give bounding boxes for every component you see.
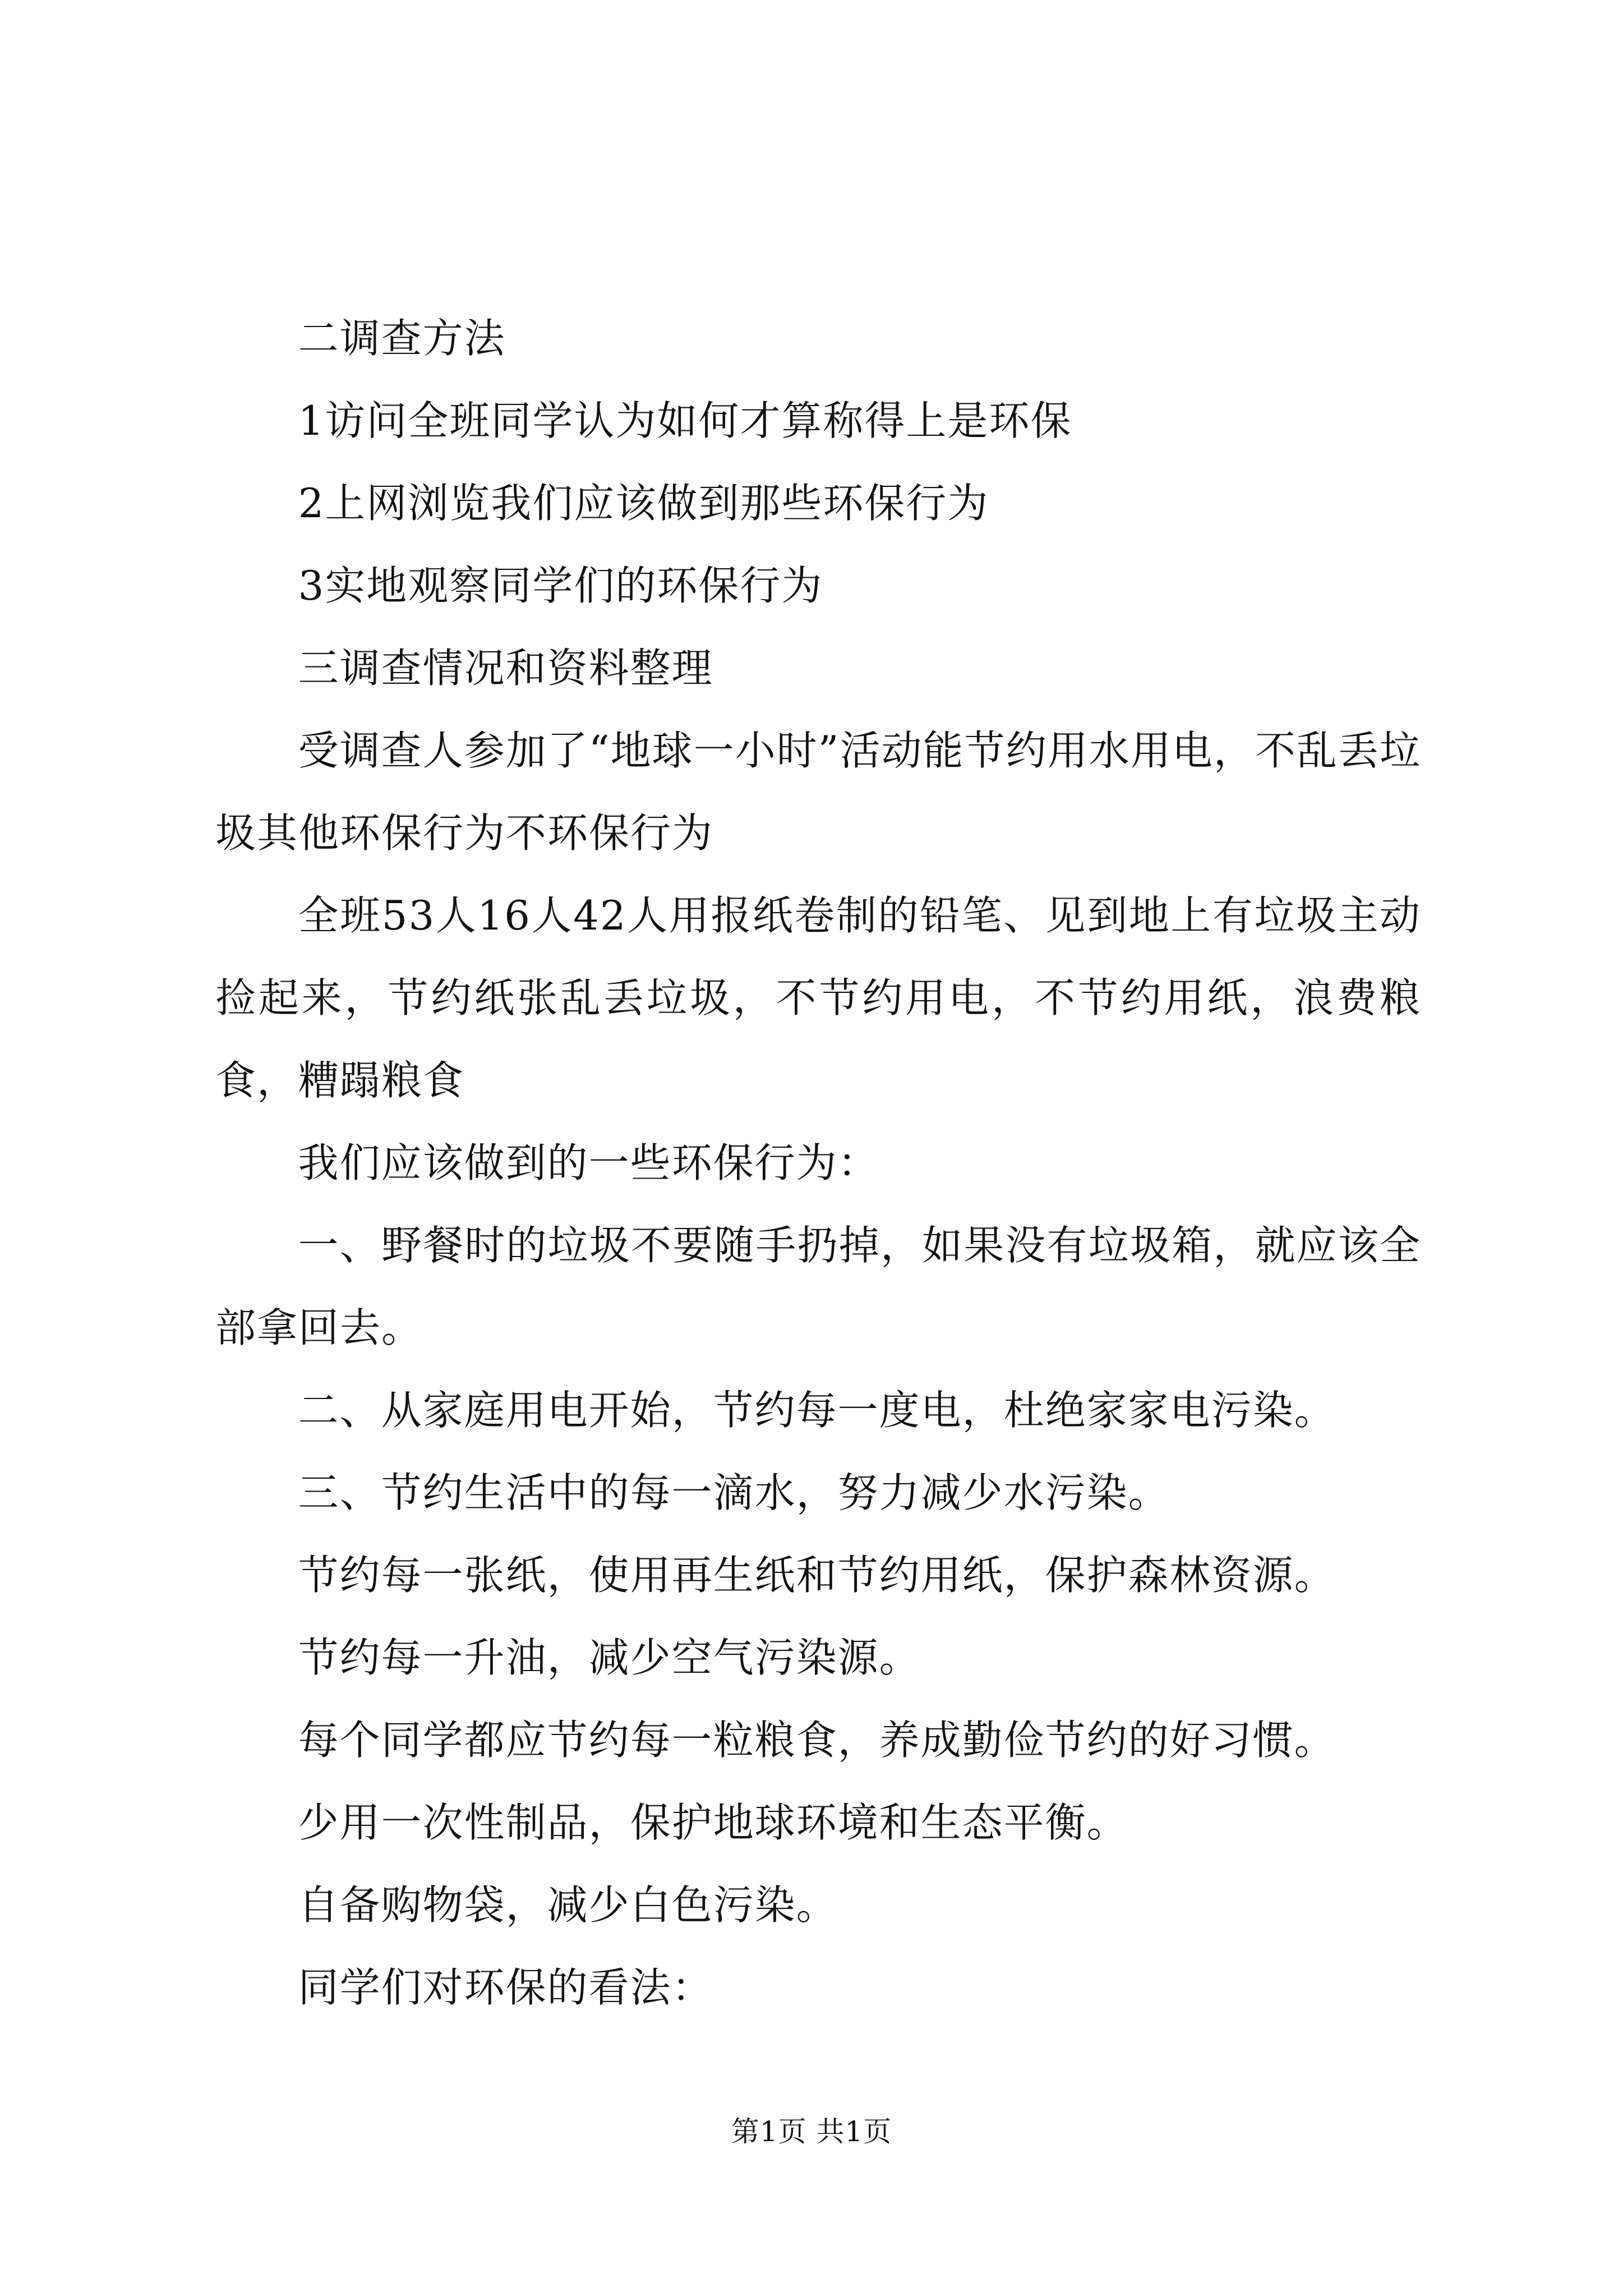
recommendation-item: 一、野餐时的垃圾不要随手扔掉，如果没有垃圾箱，就应该全部拿回去。 bbox=[215, 1222, 1421, 1351]
method-item-1: 1访问全班同学认为如何才算称得上是环保 bbox=[298, 397, 1072, 444]
recommendation-item: 三、节约生活中的每一滴水，努力减少水污染。 bbox=[298, 1469, 1170, 1516]
recommendation-item: 少用一次性制品，保护地球环境和生态平衡。 bbox=[298, 1799, 1128, 1846]
recommendation-item: 节约每一张纸，使用再生纸和节约用纸，保护森林资源。 bbox=[298, 1552, 1336, 1599]
recommendation-item: 二、从家庭用电开始，节约每一度电，杜绝家家电污染。 bbox=[298, 1387, 1336, 1434]
recommendations-heading: 我们应该做到的一些环保行为： bbox=[298, 1139, 879, 1186]
recommendation-item: 自备购物袋，减少白色污染。 bbox=[298, 1881, 838, 1929]
page-footer: 第1页 共1页 bbox=[731, 2115, 892, 2148]
section-heading-findings: 三调查情况和资料整理 bbox=[298, 645, 713, 692]
findings-paragraph-1: 受调查人参加了“地球一小时”活动能节约用水用电，不乱丢垃圾其他环保行为不环保行为 bbox=[215, 727, 1421, 857]
recommendation-item: 每个同学都应节约每一粒粮食，养成勤俭节约的好习惯。 bbox=[298, 1717, 1336, 1764]
section-heading-methods: 二调查方法 bbox=[298, 315, 506, 362]
document-body bbox=[215, 297, 1421, 2029]
opinions-heading: 同学们对环保的看法： bbox=[298, 1964, 713, 2011]
method-item-3: 3实地观察同学们的环保行为 bbox=[298, 562, 823, 609]
recommendation-item: 节约每一升油，减少空气污染源。 bbox=[298, 1634, 921, 1681]
findings-paragraph-2: 全班53人16人42人用报纸卷制的铅笔、见到地上有垃圾主动捡起来，节约纸张乱丢垃圾，不节约用电，不节约用纸，浪费粮食，糟蹋粮食 bbox=[215, 892, 1421, 1104]
method-item-2: 2上网浏览我们应该做到那些环保行为 bbox=[298, 480, 989, 527]
